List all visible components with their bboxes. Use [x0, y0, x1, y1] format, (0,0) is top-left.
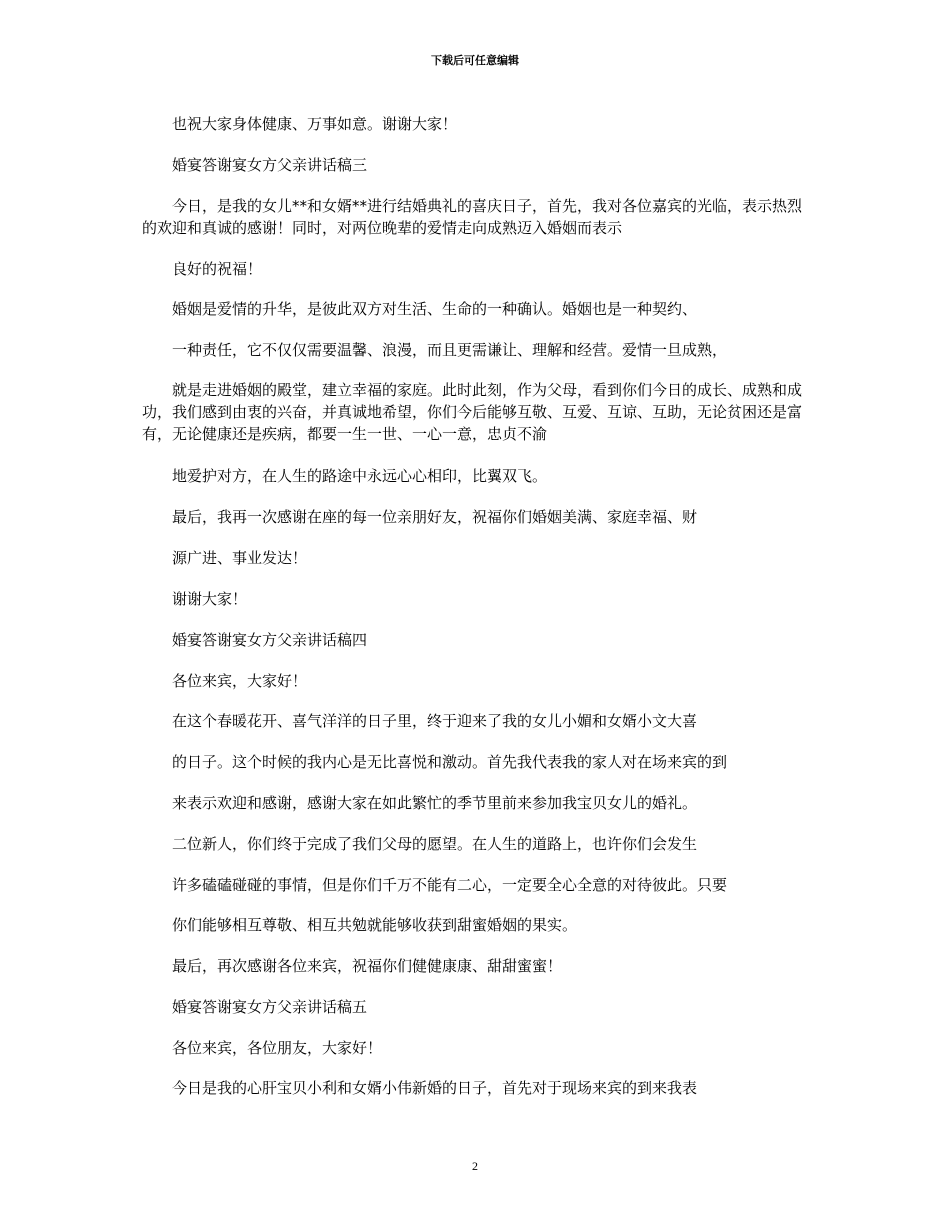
- paragraph: 一种责任，它不仅仅需要温馨、浪漫，而且更需谦让、理解和经营。爱情一旦成熟，: [172, 341, 728, 359]
- paragraph: 许多磕磕碰碰的事情，但是你们千万不能有二心，一定要全心全意的对待彼此。只要: [172, 876, 728, 894]
- paragraph: 在这个春暖花开、喜气洋洋的日子里，终于迎来了我的女儿小媚和女婿小文大喜: [172, 712, 698, 730]
- section-heading: 婚宴答谢宴女方父亲讲话稿五: [172, 998, 368, 1016]
- paragraph: 二位新人，你们终于完成了我们父母的愿望。在人生的道路上，也许你们会发生: [172, 835, 698, 853]
- page-header: 下载后可任意编辑: [431, 54, 519, 67]
- paragraph: 各位来宾，大家好！: [172, 672, 308, 690]
- paragraph: 来表示欢迎和感谢，感谢大家在如此繁忙的季节里前来参加我宝贝女儿的婚礼。: [172, 794, 698, 812]
- paragraph: 婚姻是爱情的升华，是彼此双方对生活、生命的一种确认。婚姻也是一种契约、: [172, 300, 698, 318]
- paragraph: 最后，再次感谢各位来宾，祝福你们健健康康、甜甜蜜蜜！: [172, 957, 563, 975]
- section-heading: 婚宴答谢宴女方父亲讲话稿四: [172, 631, 368, 649]
- section-heading: 婚宴答谢宴女方父亲讲话稿三: [172, 156, 368, 174]
- paragraph: 就是走进婚姻的殿堂，建立幸福的家庭。此时此刻，作为父母，看到你们今日的成长、成熟和成功，我们感到由衷的兴奋，并真诚地希望，你们今后能够互敬、互爱、互谅、互助，无论贫困还是富有，无论健康还是疾病，都要一生一世、一心一意，忠贞不渝: [142, 381, 803, 443]
- paragraph: 各位来宾，各位朋友，大家好！: [172, 1039, 383, 1057]
- page-number: 2: [472, 1159, 478, 1173]
- paragraph: 你们能够相互尊敬、相互共勉就能够收获到甜蜜婚姻的果实。: [172, 916, 578, 934]
- paragraph: 最后，我再一次感谢在座的每一位亲朋好友，祝福你们婚姻美满、家庭幸福、财: [172, 508, 698, 526]
- paragraph: 源广进、事业发达！: [172, 549, 308, 567]
- paragraph: 今日是我的心肝宝贝小利和女婿小伟新婚的日子，首先对于现场来宾的到来我表: [172, 1079, 698, 1097]
- paragraph: 的日子。这个时候的我内心是无比喜悦和激动。首先我代表我的家人对在场来宾的到: [172, 753, 728, 771]
- paragraph: 今日，是我的女儿**和女婿**进行结婚典礼的喜庆日子，首先，我对各位嘉宾的光临，表示热烈的欢迎和真诚的感谢！同时，对两位晚辈的爱情走向成熟迈入婚姻而表示: [142, 197, 803, 237]
- paragraph: 也祝大家身体健康、万事如意。谢谢大家！: [172, 115, 458, 133]
- paragraph: 地爱护对方，在人生的路途中永远心心相印，比翼双飞。: [172, 467, 548, 485]
- paragraph: 良好的祝福！: [172, 260, 263, 278]
- paragraph: 谢谢大家！: [172, 590, 248, 608]
